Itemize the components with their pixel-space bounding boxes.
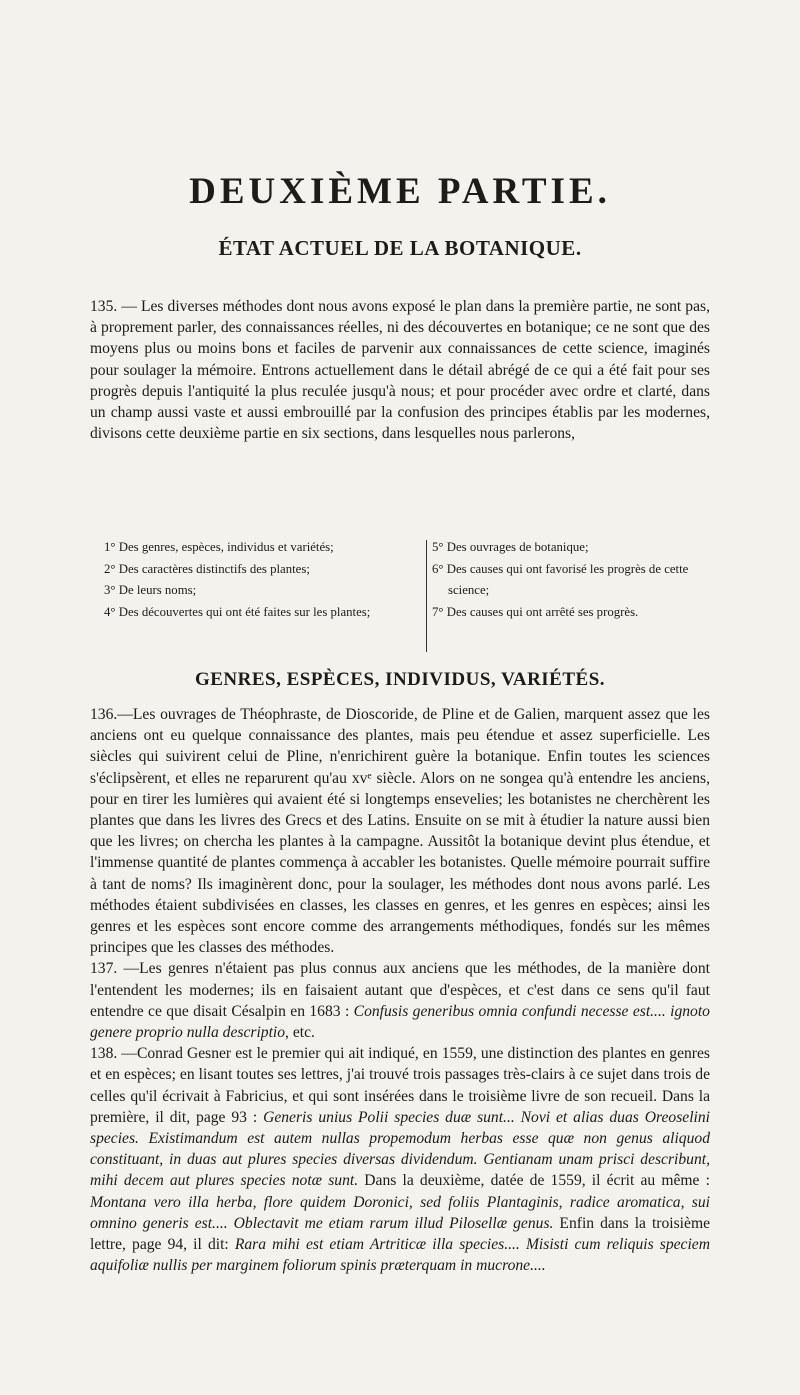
column-divider [426,540,427,652]
paragraph-137 [90,958,710,1043]
text-span: , etc. [285,1024,315,1042]
intro-paragraph [90,296,710,444]
text-span: Dans la deuxième, datée de 1559, il écrit au même : [358,1172,710,1190]
list-item: 5° Des ouvrages de botanique; [432,540,589,554]
text-span: Enfin dans la troisième lettre, page 94, il dit: [90,1214,710,1254]
list-item: 3° De leurs noms; [104,583,197,598]
part-title: DEUXIÈME PARTIE. [189,171,611,212]
text-span: 137. —Les genres n'étaient pas plus connus aux anciens que les méthodes, de la manière dont l'entendent les modernes; ils en faisaient autant que d'espèces, et c'est dans ce sens qu'il faut entendre ce que disait Césalpin en 1683 : [90,960,710,1020]
paragraph-135: 135. — Les diverses méthodes dont nous avons exposé le plan dans la première partie, ne sont pas, à proprement parler, des connaissances réelles, ni des découvertes en botanique; ce ne sont que des moyens plus ou moins bons et faciles de parvenir aux connaissances de cette science, imaginés pour soulager la mémoire. Entrons actuellement dans le détail abrégé de ce qui a été fait pour ses progrès depuis l'antiquité la plus reculée jusqu'à nous; et pour procéder avec ordre et clarté, dans un champ aussi vaste et aussi embrouillé par la confusion des principes établis par les modernes, divisons cette deuxième partie en six sections, dans lesquelles nous parlerons, [90,298,710,443]
latin-quote: Montana vero illa herba, flore quidem Doronici, sed foliis Plantaginis, radice aromatica, sui omnino generis est.... Oblectavit me etiam rarum illud Pilosellæ genus. [90,1193,710,1232]
paragraph-138 [90,1043,710,1276]
chapter-title: ÉTAT ACTUEL DE LA BOTANIQUE. [218,236,582,260]
list-item: 4° Des découvertes qui ont été faites sur les plantes; [104,605,371,620]
list-item: 7° Des causes qui ont arrêté ses progrès. [432,605,639,620]
text-span: 138. —Conrad Gesner est le premier qui ait indiqué, en 1559, une distinction des plantes en genres et en espèces; en lisant toutes ses lettres, j'ai trouvé trois passages très-clairs à ce sujet dans trois de celles qu'il écrivait à Fabricius, et qui sont insérées dans le troisième livre de son recueil. Dans la première, il dit, page 93 : [90,1045,710,1126]
sections-list-right [432,537,714,624]
section-title: GENRES, ESPÈCES, INDIVIDUS, VARIÉTÉS. [194,669,606,690]
paragraph-136: 136.—Les ouvrages de Théophraste, de Dioscoride, de Pline et de Galien, marquent assez que les anciens ont eu quelque connaissance des plantes, mais peu étendue et assez superficielle. Les siècles qui suivirent celui de Pline, n'enrichirent guère la botanique. Enfin toutes les sciences s'éclipsèrent, et elles ne reparurent qu'au xvᵉ siècle. Alors on ne songea qu'à entendre les anciens, pour en tirer les lumières qui avaient été si longtemps ensevelies; les botanistes ne cherchèrent les plantes que dans les livres des Grecs et des Latins. Ensuite on se mit à étudier la nature aussi bien que les livres; on chercha les plantes à la campagne. Aussitôt la botanique devint plus étendue, et l'immense quantité de plantes commença à accabler les botanistes. Quelle mémoire pourrait suffire à tant de noms? Ils imaginèrent donc, pour la soulager, les méthodes dont nous avons parlé. Les méthodes étaient subdivisées en classes, les classes en genres, et les genres en espèces; ainsi les genres et les espèces sont encore comme des arrangements méthodiques, fondés sur les mêmes principes que les classes des méthodes. [90,706,710,957]
sections-list-left [104,537,422,624]
list-item: 1° Des genres, espèces, individus et variétés; [104,540,334,554]
latin-quote: Generis unius Polii species duæ sunt... Novi et alias duas Oreoselini species. Existimandum est autem nullas propemodum herbas esse quæ non genus aliquod constituant, in duas aut plures species diversas dividendum. Gentianam unam prisci describunt, mihi decem aut plures species notæ sunt. [90,1108,710,1190]
list-item: 6° Des causes qui ont favorisé les progrès de cette science; [432,561,689,598]
latin-quote: Confusis generibus omnia confundi necesse est.... ignoto genere proprio nulla descriptio [90,1002,710,1042]
list-item: 2° Des caractères distinctifs des plantes; [104,561,310,576]
body-text [90,704,710,1276]
latin-quote: Rara mihi est etiam Artriticæ illa species.... Misisti cum reliquis speciem aquifoliæ nullis per marginem foliorum spinis præterquam in mucrone.... [90,1236,710,1275]
